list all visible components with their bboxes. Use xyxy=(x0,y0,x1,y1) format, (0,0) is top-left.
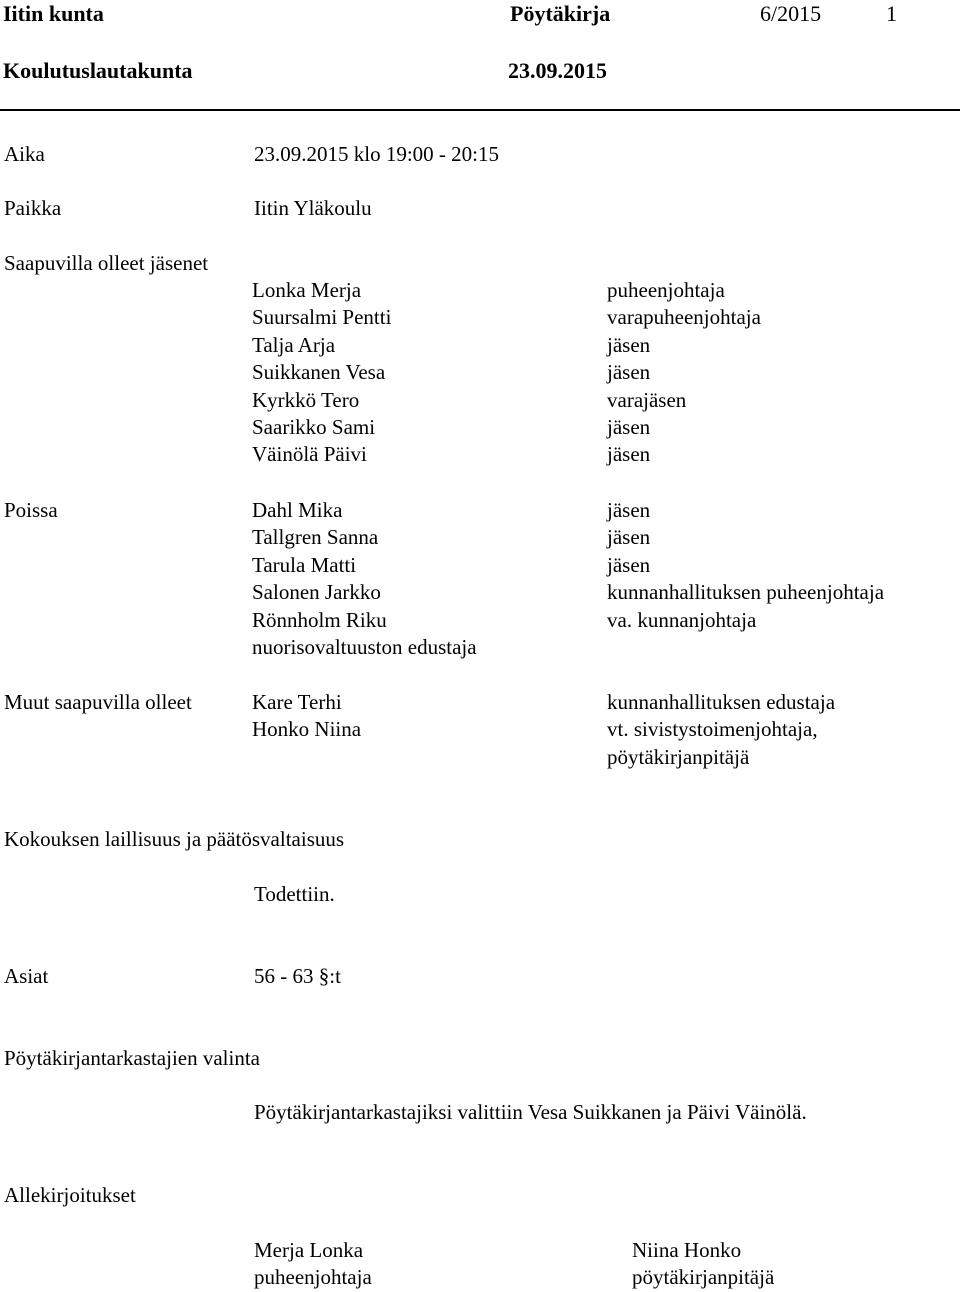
member-name: Kyrkkö Tero xyxy=(252,387,360,412)
member-role: kunnanhallituksen puheenjohtaja xyxy=(607,580,885,605)
member-name: nuorisovaltuuston edustaja xyxy=(252,634,477,659)
member-name xyxy=(252,744,361,771)
member-name: Suikkanen Vesa xyxy=(252,360,386,385)
place-label: Paikka xyxy=(4,196,62,220)
member-role: jäsen xyxy=(607,525,651,550)
municipality-name: Iitin kunta xyxy=(3,1,104,26)
header-divider xyxy=(0,109,960,111)
member-name: Rönnholm Riku xyxy=(252,607,387,632)
member-role xyxy=(607,634,884,661)
document-number: 6/2015 xyxy=(760,1,822,26)
page-number: 1 xyxy=(886,1,897,26)
signer-name: Merja Lonka xyxy=(254,1238,364,1262)
absent-label: Poissa xyxy=(4,498,58,522)
place-value: Iitin Yläkoulu xyxy=(254,196,372,220)
member-name: Honko Niina xyxy=(252,717,362,742)
committee-name: Koulutuslautakunta xyxy=(3,58,193,83)
member-role: jäsen xyxy=(607,414,651,439)
member-role: jäsen xyxy=(607,552,651,577)
time-value: 23.09.2015 klo 19:00 - 20:15 xyxy=(254,142,499,166)
member-name: Kare Terhi xyxy=(252,690,342,714)
items-value: 56 - 63 §:t xyxy=(254,964,341,988)
member-role: pöytäkirjanpitäjä xyxy=(607,744,750,769)
legality-text: Todettiin. xyxy=(254,882,335,906)
present-label: Saapuvilla olleet jäsenet xyxy=(4,251,209,275)
meeting-date: 23.09.2015 xyxy=(508,58,607,83)
member-name: Tarula Matti xyxy=(252,552,357,577)
time-label: Aika xyxy=(4,142,45,166)
member-role: varajäsen xyxy=(607,387,687,412)
member-name: Salonen Jarkko xyxy=(252,580,381,605)
member-name: Väinölä Päivi xyxy=(252,442,367,467)
member-name: Lonka Merja xyxy=(252,278,362,302)
items-label: Asiat xyxy=(4,964,49,988)
member-name: Saarikko Sami xyxy=(252,414,376,439)
signer-role: pöytäkirjanpitäjä xyxy=(632,1265,775,1290)
absent-roles xyxy=(607,497,884,661)
member-name: Tallgren Sanna xyxy=(252,525,379,550)
member-role: varapuheenjohtaja xyxy=(607,305,761,330)
present-names xyxy=(252,277,391,469)
member-role: jäsen xyxy=(607,498,651,522)
member-role: va. kunnanjohtaja xyxy=(607,607,757,632)
others-names xyxy=(252,689,361,771)
absent-names xyxy=(252,497,477,661)
document-type: Pöytäkirja xyxy=(510,1,611,26)
reviewers-heading: Pöytäkirjantarkastajien valinta xyxy=(4,1046,260,1070)
signatures-heading: Allekirjoitukset xyxy=(4,1183,136,1207)
member-name: Suursalmi Pentti xyxy=(252,305,392,330)
member-role: jäsen xyxy=(607,332,651,357)
member-role: vt. sivistystoimenjohtaja, xyxy=(607,717,818,742)
legality-heading: Kokouksen laillisuus ja päätösvaltaisuus xyxy=(4,827,345,851)
signer-block xyxy=(254,1237,372,1292)
member-role: kunnanhallituksen edustaja xyxy=(607,690,836,714)
member-name: Dahl Mika xyxy=(252,498,343,522)
member-role: jäsen xyxy=(607,360,651,385)
signer-role: puheenjohtaja xyxy=(254,1265,372,1290)
others-roles xyxy=(607,689,835,771)
member-name: Talja Arja xyxy=(252,332,336,357)
member-role: puheenjohtaja xyxy=(607,278,725,302)
present-roles xyxy=(607,277,761,469)
reviewers-text: Pöytäkirjantarkastajiksi valittiin Vesa Suikkanen ja Päivi Väinölä. xyxy=(254,1100,807,1124)
member-role: jäsen xyxy=(607,442,651,467)
signer-name: Niina Honko xyxy=(632,1238,742,1262)
signer-block xyxy=(632,1237,774,1292)
others-label: Muut saapuvilla olleet xyxy=(4,690,192,714)
